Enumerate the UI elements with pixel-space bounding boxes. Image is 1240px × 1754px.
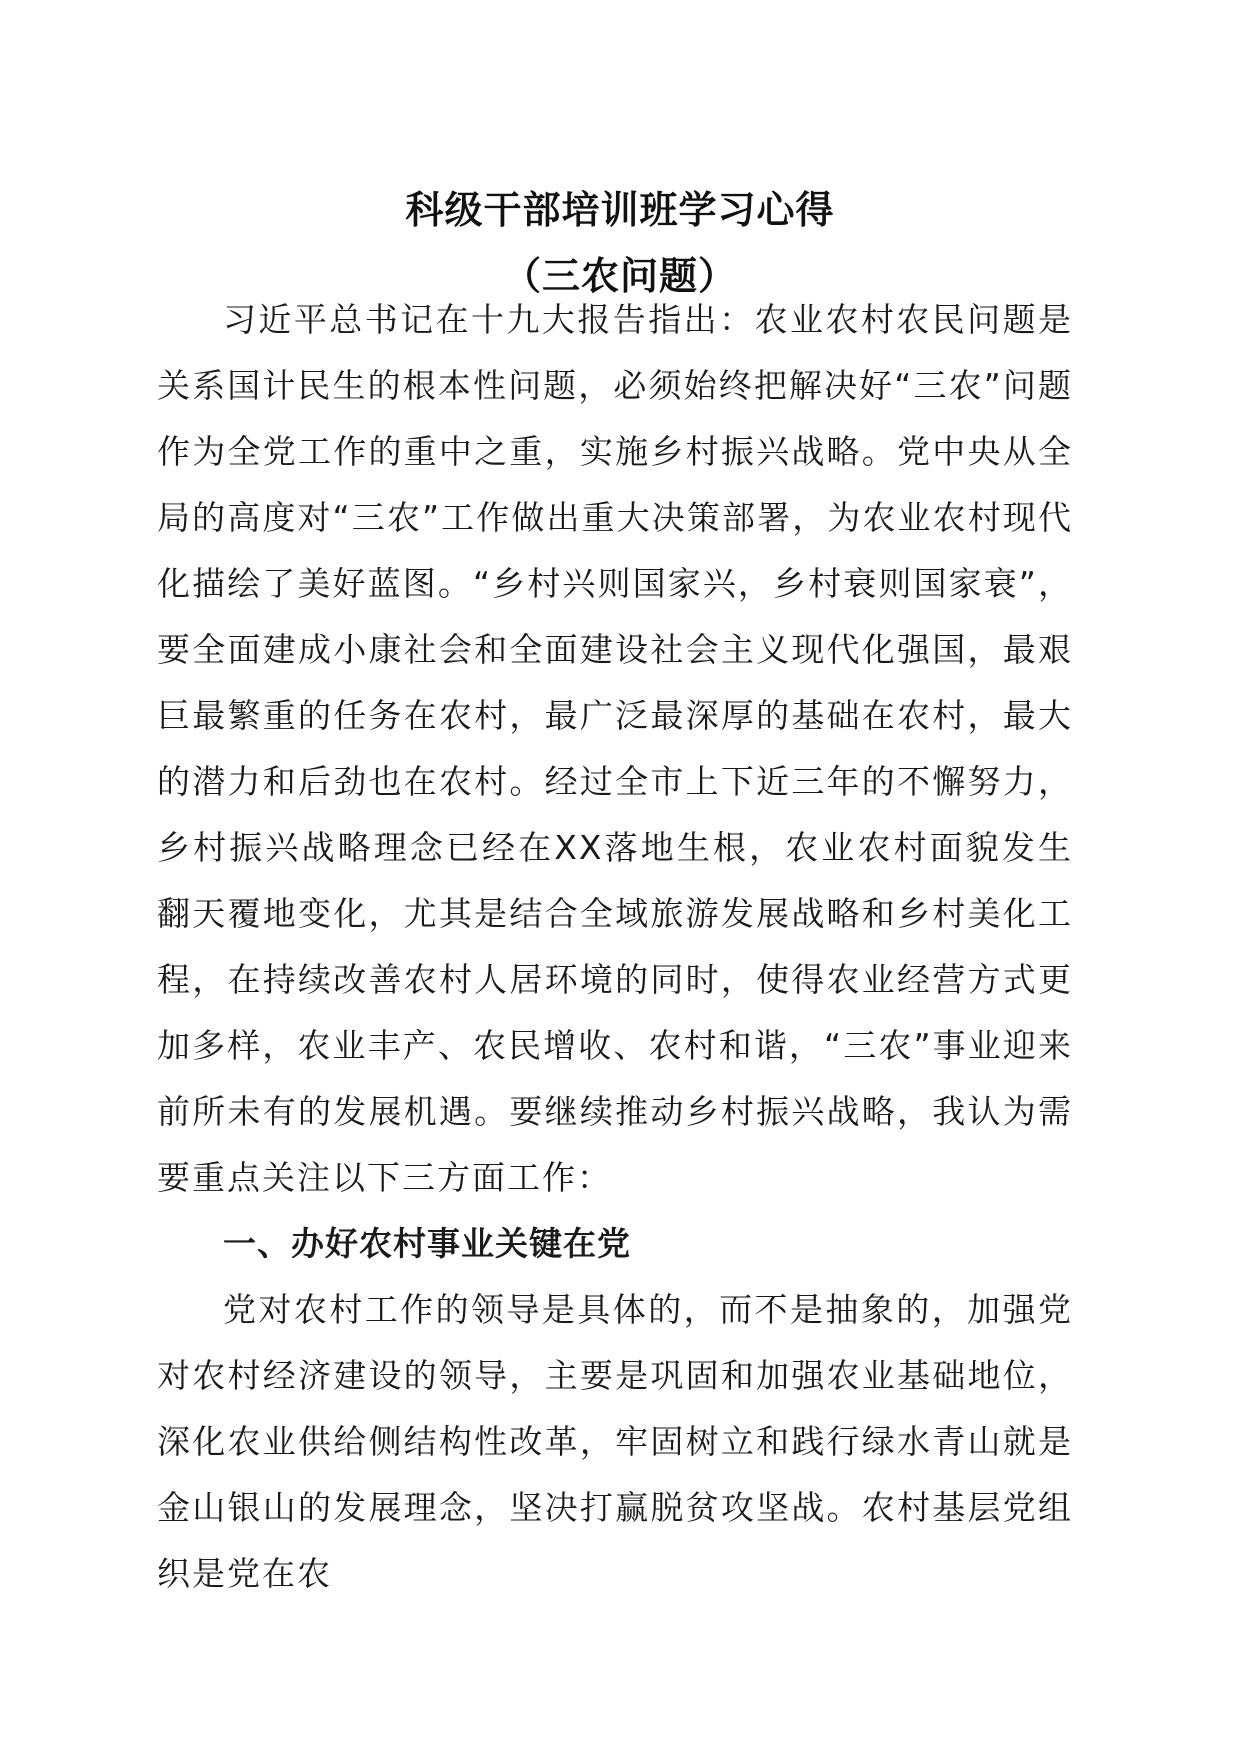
intro-paragraph: 习近平总书记在十九大报告指出：农业农村农民问题是关系国计民生的根本性问题，必须始终把解决好“三农”问题作为全党工作的重中之重，实施乡村振兴战略。党中央从全局的高度对“三农”工作做出重大决策部署，为农业农村现代化描绘了美好蓝图。“乡村兴则国家兴，乡村衰则国家衰”，要全面建成小康社会和全面建设社会主义现代化强国，最艰巨最繁重的任务在农村，最广泛最深厚的基础在农村，最大的潜力和后劲也在农村。经过全市上下近三年的不懈努力，乡村振兴战略理念已经在XX落地生根，农业农村面貌发生翻天覆地变化，尤其是结合全域旅游发展战略和乡村美化工程，在持续改善农村人居环境的同时，使得农业经营方式更加多样，农业丰产、农民增收、农村和谐，“三农”事业迎来前所未有的发展机遇。要继续推动乡村振兴战略，我认为需要重点关注以下三方面工作： bbox=[157, 300, 1073, 1197]
section-1-heading: 一、办好农村事业关键在党 bbox=[223, 1224, 631, 1263]
section-1-paragraph: 党对农村工作的领导是具体的，而不是抽象的，加强党对农村经济建设的领导，主要是巩固和加强农业基础地位，深化农业供给侧结构性改革，牢固树立和践行绿水青山就是金山银山的发展理念，坚决打赢脱贫攻坚战。农村基层党组织是党在农 bbox=[157, 1290, 1073, 1593]
document-subtitle: （三农问题） bbox=[502, 253, 737, 298]
document-body bbox=[157, 287, 1073, 1607]
document-title: 科级干部培训班学习心得 bbox=[405, 187, 835, 232]
